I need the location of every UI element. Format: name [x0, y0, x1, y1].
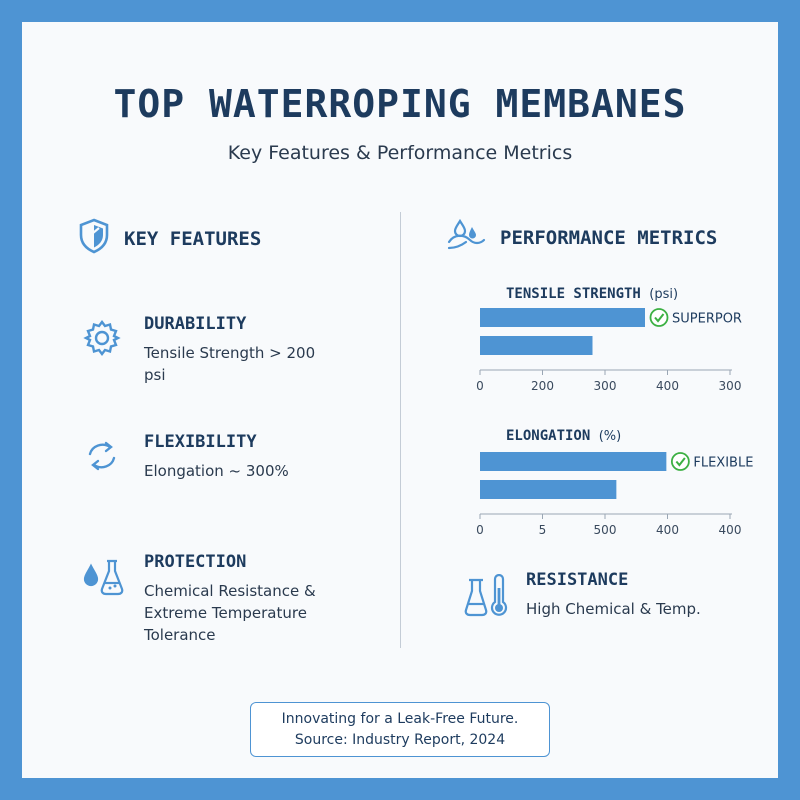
- bar: [480, 308, 645, 327]
- tick-label: 0: [476, 379, 484, 393]
- tick-label: 200: [531, 379, 554, 393]
- badge-label: SUPERPOR: [672, 311, 742, 327]
- feature-name: DURABILITY: [144, 314, 247, 334]
- chart-title-tensile: TENSILE STRENGTH (psi): [506, 286, 679, 302]
- chart-title-elongation: ELONGATION (%): [506, 428, 622, 444]
- page-subtitle: Key Features & Performance Metrics: [227, 142, 573, 164]
- tick-label: 0: [476, 523, 484, 537]
- performance-metrics-label: PERFORMANCE METRICS: [500, 226, 718, 249]
- badge-label: FLEXIBLE: [693, 455, 754, 471]
- bar: [480, 452, 666, 471]
- drop-flask-icon: [82, 552, 126, 646]
- key-features-label: KEY FEATURES: [124, 227, 262, 250]
- key-features-heading: [78, 218, 261, 259]
- feature-name: FLEXIBILITY: [144, 432, 257, 452]
- tick-label: 400: [656, 379, 679, 393]
- flask-thermometer-icon: [464, 570, 508, 624]
- shield-icon: [78, 218, 110, 259]
- bar: [480, 480, 616, 499]
- tick-label: 400: [656, 523, 679, 537]
- tick-label: 300: [593, 379, 617, 393]
- feature-desc: Chemical Resistance & Extreme Temperature Tolerance: [144, 582, 316, 644]
- bar: [480, 336, 593, 355]
- feature-flexibility: [82, 432, 334, 482]
- feature-desc: Tensile Strength > 200 psi: [144, 344, 316, 384]
- resistance-name: RESISTANCE: [526, 570, 629, 590]
- column-divider: [400, 212, 401, 648]
- feature-durability: [82, 314, 334, 386]
- infographic-card: [22, 22, 778, 778]
- footer-tagline: Innovating for a Leak-Free Future.: [281, 711, 519, 727]
- feature-desc: Elongation ~ 300%: [144, 462, 289, 480]
- water-wave-icon: [446, 218, 486, 257]
- metric-resistance: [464, 570, 716, 624]
- gear-icon: [82, 314, 126, 386]
- check-icon: [651, 309, 668, 326]
- tick-label: 400: [718, 523, 742, 537]
- tick-label: 5: [538, 523, 547, 537]
- footer-source: Source: Industry Report, 2024: [294, 732, 506, 748]
- cycle-arrows-icon: [82, 432, 126, 482]
- tick-label: 300: [718, 379, 742, 393]
- feature-protection: [82, 552, 334, 646]
- tick-label: 500: [593, 523, 617, 537]
- check-icon: [672, 453, 689, 470]
- footer-box: [250, 702, 550, 757]
- page-title: TOP WATERROPING MEMBANES: [113, 82, 687, 126]
- tensile-strength-chart: [472, 308, 762, 392]
- elongation-chart: [472, 452, 762, 536]
- feature-name: PROTECTION: [144, 552, 247, 572]
- resistance-desc: High Chemical & Temp.: [526, 600, 701, 618]
- performance-metrics-heading: [446, 218, 717, 257]
